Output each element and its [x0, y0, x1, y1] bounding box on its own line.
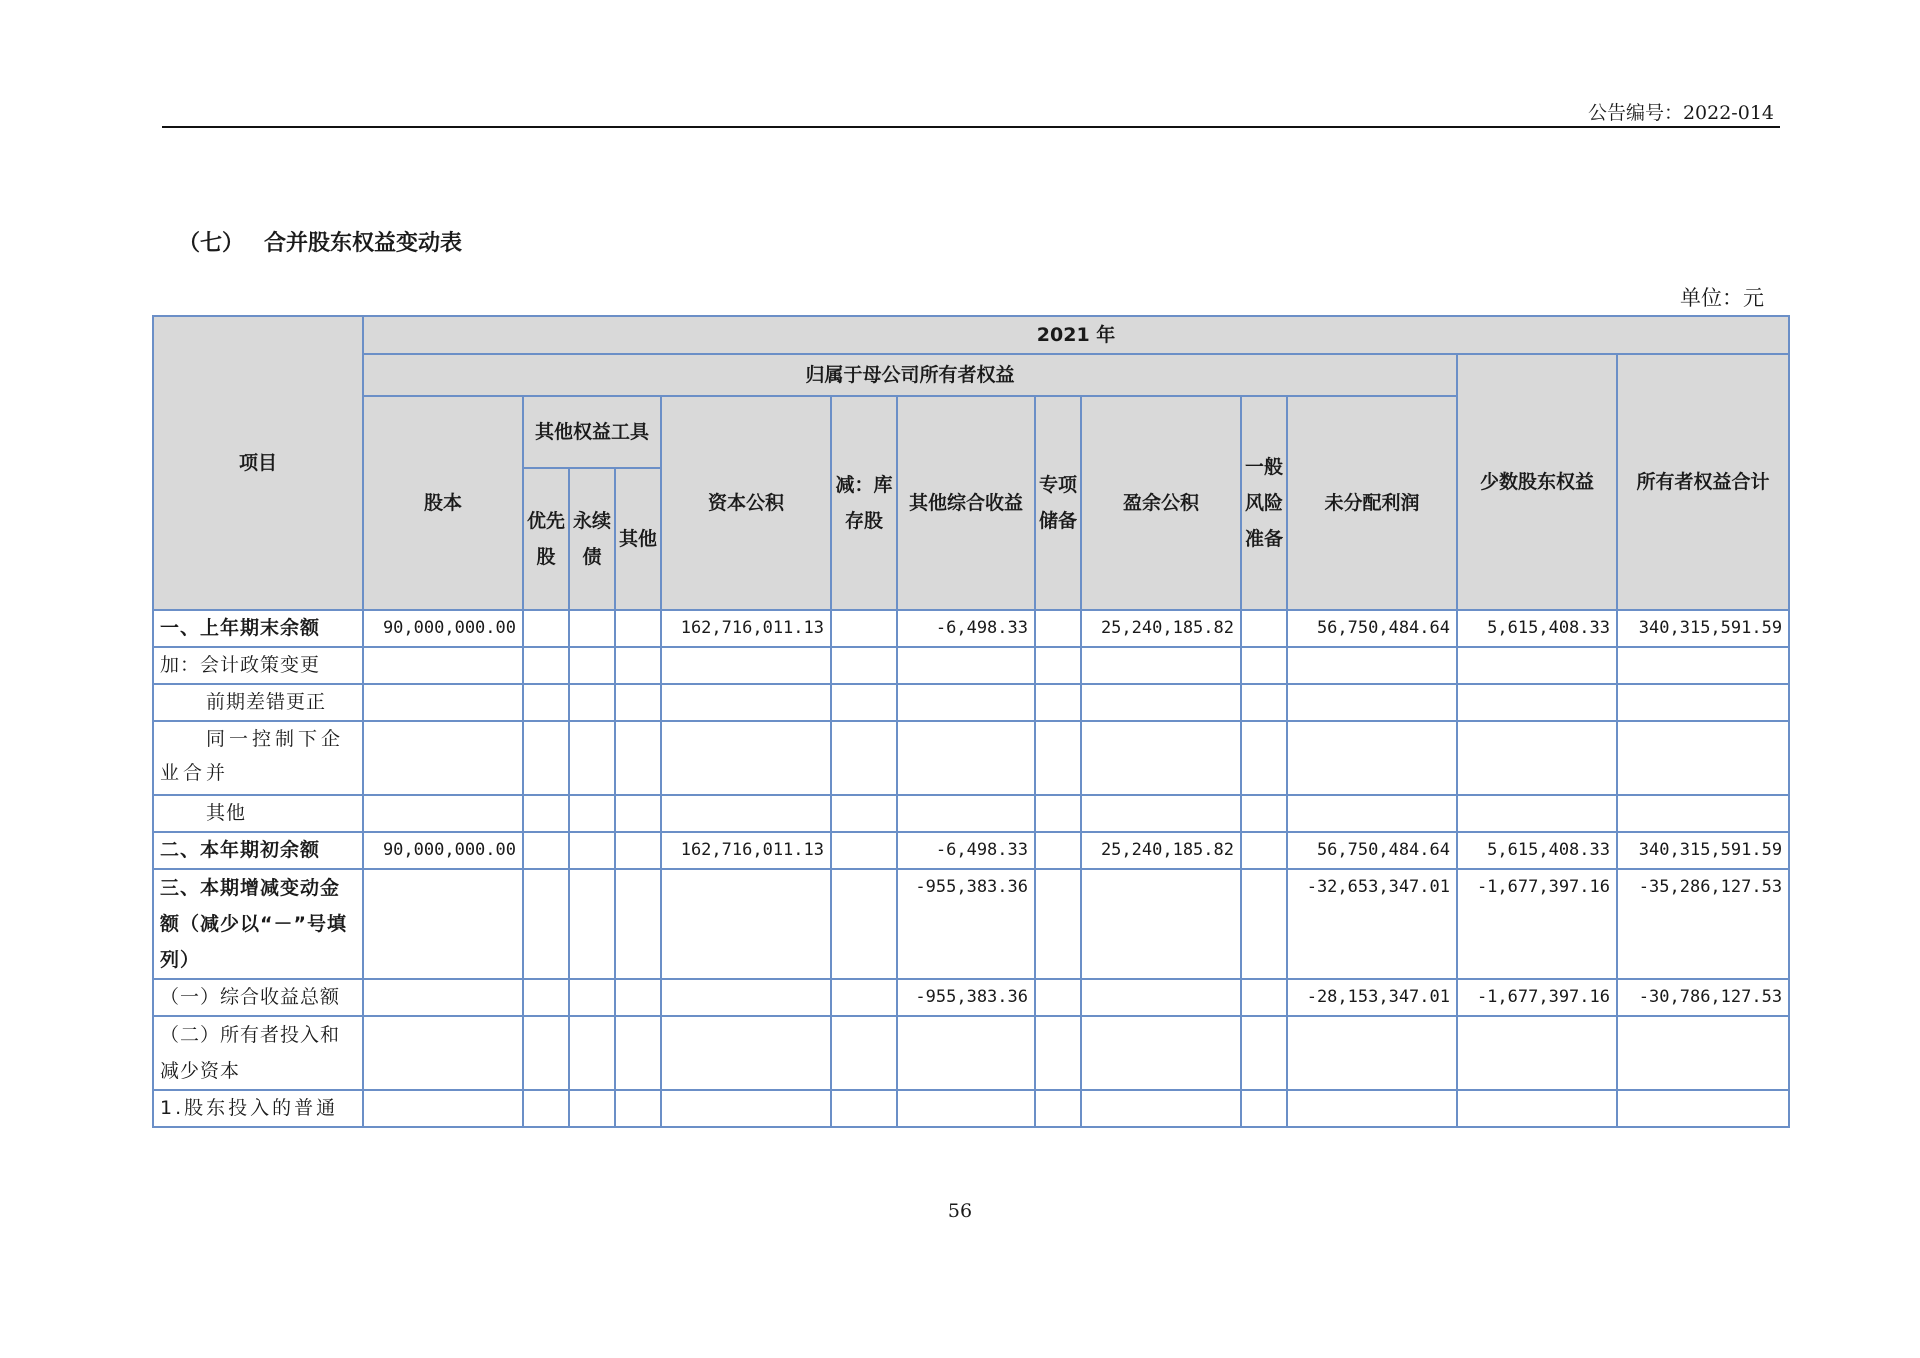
header-parent-equity: 归属于母公司所有者权益 — [363, 354, 1457, 396]
table-cell — [1081, 1090, 1241, 1127]
table-cell — [523, 869, 569, 979]
table-cell — [615, 1016, 661, 1090]
table-cell: -35,286,127.53 — [1617, 869, 1789, 979]
table-cell: 25,240,185.82 — [1081, 832, 1241, 869]
table-cell — [1241, 795, 1287, 832]
table-cell — [897, 647, 1035, 684]
table-cell — [615, 795, 661, 832]
table-cell — [1617, 1016, 1789, 1090]
table-cell: -6,498.33 — [897, 610, 1035, 647]
table-cell — [1241, 610, 1287, 647]
table-cell — [523, 1016, 569, 1090]
table-cell — [569, 647, 615, 684]
table-cell — [1241, 869, 1287, 979]
table-cell — [523, 684, 569, 721]
table-cell — [661, 795, 831, 832]
table-cell — [1081, 869, 1241, 979]
table-cell — [569, 721, 615, 795]
row-label: （二）所有者投入和减少资本 — [153, 1016, 363, 1090]
table-cell — [661, 869, 831, 979]
table-cell: -6,498.33 — [897, 832, 1035, 869]
row-label: 前期差错更正 — [153, 684, 363, 721]
table-cell — [569, 1016, 615, 1090]
table-cell — [831, 869, 897, 979]
table-cell — [1081, 979, 1241, 1016]
row-label: （一）综合收益总额 — [153, 979, 363, 1016]
table-cell — [1241, 832, 1287, 869]
table-row — [153, 832, 1789, 869]
table-cell — [897, 721, 1035, 795]
section-title — [178, 226, 462, 257]
table-row — [153, 610, 1789, 647]
header-retained-earnings: 未分配利润 — [1287, 396, 1457, 610]
table-cell — [1035, 869, 1081, 979]
table-cell — [1035, 1016, 1081, 1090]
table-cell — [1287, 647, 1457, 684]
header-preferred-stock: 优先股 — [523, 468, 569, 610]
table-cell — [1457, 647, 1617, 684]
table-cell — [1457, 721, 1617, 795]
header-other-equity-instruments: 其他权益工具 — [523, 396, 661, 468]
table-cell — [1287, 1016, 1457, 1090]
table-row — [153, 721, 1789, 795]
table-cell — [363, 1016, 523, 1090]
header-total: 所有者权益合计 — [1617, 354, 1789, 610]
section-number: （七） — [178, 231, 245, 256]
unit-label: 单位：元 — [1680, 286, 1764, 310]
table-cell — [523, 795, 569, 832]
table-cell — [1081, 1016, 1241, 1090]
table-cell: -955,383.36 — [897, 979, 1035, 1016]
table-cell — [1241, 1090, 1287, 1127]
table-cell — [569, 610, 615, 647]
table-cell — [1617, 684, 1789, 721]
table-cell — [831, 979, 897, 1016]
table-cell — [615, 647, 661, 684]
table-cell — [897, 1016, 1035, 1090]
table-cell — [1081, 795, 1241, 832]
table-cell — [1035, 647, 1081, 684]
table-cell — [1241, 684, 1287, 721]
row-label: 1.股东投入的普通 — [153, 1090, 363, 1127]
table-cell — [897, 684, 1035, 721]
table-cell — [1081, 721, 1241, 795]
table-cell — [363, 795, 523, 832]
table-row — [153, 1016, 1789, 1090]
header-perpetual-bond: 永续债 — [569, 468, 615, 610]
table-cell — [1287, 684, 1457, 721]
table-cell: 340,315,591.59 — [1617, 610, 1789, 647]
table-row — [153, 684, 1789, 721]
table-cell: 162,716,011.13 — [661, 832, 831, 869]
table-cell — [569, 795, 615, 832]
section-title-text: 合并股东权益变动表 — [264, 231, 463, 256]
table-cell — [569, 869, 615, 979]
table-cell — [363, 647, 523, 684]
table-cell — [1035, 721, 1081, 795]
table-cell — [1241, 1016, 1287, 1090]
table-cell — [831, 721, 897, 795]
table-row — [153, 869, 1789, 979]
table-cell — [831, 795, 897, 832]
table-cell: -32,653,347.01 — [1287, 869, 1457, 979]
table-cell — [615, 1090, 661, 1127]
table-cell: 25,240,185.82 — [1081, 610, 1241, 647]
table-cell: 56,750,484.64 — [1287, 832, 1457, 869]
header-year: 2021 年 — [363, 316, 1789, 354]
table-cell — [1457, 795, 1617, 832]
table-cell — [615, 684, 661, 721]
table-cell — [661, 684, 831, 721]
table-cell — [569, 1090, 615, 1127]
equity-change-table — [152, 315, 1790, 1128]
table-cell — [363, 979, 523, 1016]
header-general-risk: 一般风险准备 — [1241, 396, 1287, 610]
table-cell — [831, 684, 897, 721]
table-cell — [1617, 1090, 1789, 1127]
table-cell — [661, 1090, 831, 1127]
table-cell — [1287, 721, 1457, 795]
table-cell — [831, 647, 897, 684]
table-cell — [1617, 647, 1789, 684]
table-cell — [1035, 795, 1081, 832]
announcement-number: 公告编号：2022-014 — [1587, 102, 1774, 124]
table-cell: -955,383.36 — [897, 869, 1035, 979]
table-row — [153, 647, 1789, 684]
table-cell — [1081, 647, 1241, 684]
table-cell — [523, 1090, 569, 1127]
document-header — [162, 96, 1780, 128]
row-label: 加：会计政策变更 — [153, 647, 363, 684]
table-cell: 5,615,408.33 — [1457, 610, 1617, 647]
table-cell — [615, 610, 661, 647]
table-cell — [661, 647, 831, 684]
table-cell — [661, 721, 831, 795]
row-label: 一、上年期末余额 — [153, 610, 363, 647]
table-cell — [831, 1016, 897, 1090]
table-cell — [615, 869, 661, 979]
table-cell — [661, 979, 831, 1016]
table-cell — [831, 832, 897, 869]
table-cell: 90,000,000.00 — [363, 610, 523, 647]
table-cell — [1287, 795, 1457, 832]
table-cell — [661, 1016, 831, 1090]
table-cell — [569, 832, 615, 869]
header-capital-reserve: 资本公积 — [661, 396, 831, 610]
table-cell — [615, 721, 661, 795]
table-cell — [1035, 684, 1081, 721]
row-label: 其他 — [153, 795, 363, 832]
table-cell: 162,716,011.13 — [661, 610, 831, 647]
table-cell — [1241, 721, 1287, 795]
table-cell: -1,677,397.16 — [1457, 869, 1617, 979]
table-cell — [523, 832, 569, 869]
table-cell: -28,153,347.01 — [1287, 979, 1457, 1016]
table-cell — [1241, 979, 1287, 1016]
table-cell: 56,750,484.64 — [1287, 610, 1457, 647]
row-label: 同一控制下企业合并 — [153, 721, 363, 795]
header-oci: 其他综合收益 — [897, 396, 1035, 610]
table-cell: -1,677,397.16 — [1457, 979, 1617, 1016]
header-treasury-stock: 减：库存股 — [831, 396, 897, 610]
header-item: 项目 — [153, 316, 363, 610]
table-cell — [897, 1090, 1035, 1127]
table-cell: 340,315,591.59 — [1617, 832, 1789, 869]
table-row — [153, 795, 1789, 832]
table-cell — [1035, 832, 1081, 869]
table-cell — [615, 979, 661, 1016]
table-cell — [615, 832, 661, 869]
table-cell — [831, 610, 897, 647]
table-cell: 90,000,000.00 — [363, 832, 523, 869]
table-cell — [1617, 795, 1789, 832]
table-cell — [1241, 647, 1287, 684]
table-cell — [1035, 610, 1081, 647]
table-cell — [523, 647, 569, 684]
header-surplus-reserve: 盈余公积 — [1081, 396, 1241, 610]
header-special-reserve: 专项储备 — [1035, 396, 1081, 610]
page-number: 56 — [947, 1200, 973, 1222]
table-cell — [523, 979, 569, 1016]
row-label: 二、本年期初余额 — [153, 832, 363, 869]
table-cell — [1287, 1090, 1457, 1127]
table-row — [153, 1090, 1789, 1127]
table-cell — [1457, 684, 1617, 721]
table-cell — [1617, 721, 1789, 795]
table-cell — [897, 795, 1035, 832]
table-cell — [831, 1090, 897, 1127]
table-cell — [363, 1090, 523, 1127]
table-cell — [363, 869, 523, 979]
header-minority: 少数股东权益 — [1457, 354, 1617, 610]
header-other-instrument: 其他 — [615, 468, 661, 610]
table-row — [153, 979, 1789, 1016]
table-cell — [569, 979, 615, 1016]
table-cell — [1457, 1090, 1617, 1127]
row-label: 三、本期增减变动金额（减少以“－”号填列） — [153, 869, 363, 979]
table-cell — [363, 721, 523, 795]
table-cell — [1081, 684, 1241, 721]
table-cell: -30,786,127.53 — [1617, 979, 1789, 1016]
table-cell — [363, 684, 523, 721]
table-cell — [1035, 979, 1081, 1016]
table-cell — [1035, 1090, 1081, 1127]
table-cell — [569, 684, 615, 721]
table-cell — [1457, 1016, 1617, 1090]
table-cell: 5,615,408.33 — [1457, 832, 1617, 869]
table-cell — [523, 610, 569, 647]
header-share-capital: 股本 — [363, 396, 523, 610]
table-cell — [523, 721, 569, 795]
